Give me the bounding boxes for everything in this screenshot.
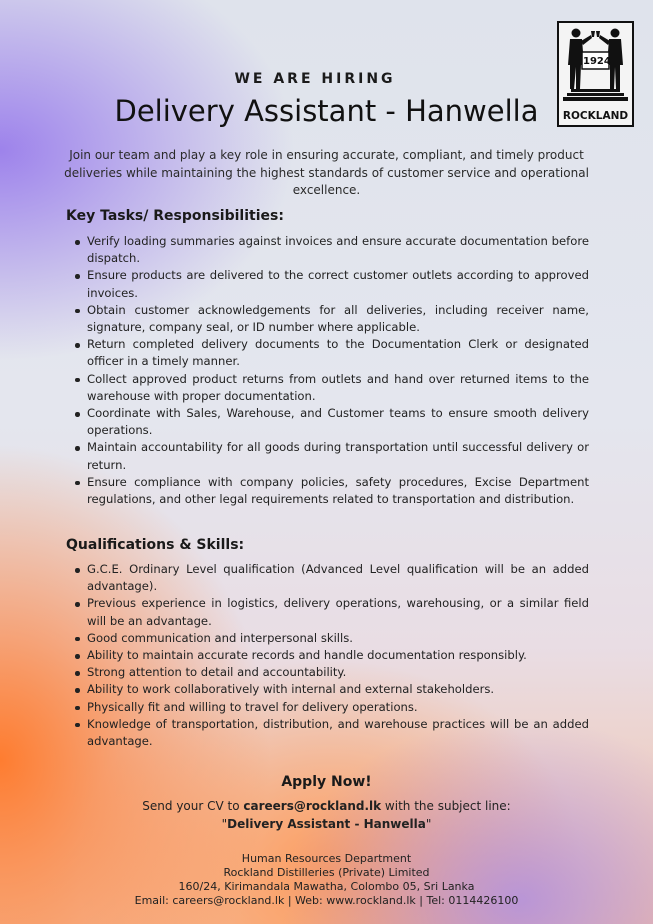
list-item: Ensure compliance with company policies, safety procedures, Excise Department regulations, and other legal requirements related to transportation and distribution. (66, 474, 589, 508)
qualifications-list (66, 561, 589, 750)
responsibilities-list (66, 233, 589, 508)
apply-email[interactable]: careers@rockland.lk (243, 799, 382, 813)
list-item: Collect approved product returns from outlets and hand over returned items to the warehouse with proper documentation. (66, 371, 589, 405)
subject-line (0, 815, 653, 833)
list-item: Strong attention to detail and accountability. (66, 664, 589, 681)
list-item: Ability to work collaboratively with internal and external stakeholders. (66, 681, 589, 698)
footer-contact-line: Email: careers@rockland.lk | Web: www.rockland.lk | Tel: 0114426100 (134, 894, 519, 907)
list-item: Ability to maintain accurate records and handle documentation responsibly. (66, 647, 589, 664)
list-item: Return completed delivery documents to the Documentation Clerk or designated officer in a timely manner. (66, 336, 589, 370)
apply-instructions (0, 797, 653, 833)
send-suffix: with the subject line: (381, 799, 511, 813)
list-item: Knowledge of transportation, distribution, and warehouse practices will be an added advantage. (66, 716, 589, 750)
hiring-kicker: WE ARE HIRING (234, 71, 396, 87)
subject-open-quote: " (221, 817, 228, 831)
list-item: Good communication and interpersonal skills. (66, 630, 589, 647)
footer-company: Rockland Distilleries (Private) Limited (223, 866, 430, 879)
qualifications-heading: Qualifications & Skills: (66, 537, 245, 553)
list-item: Physically fit and willing to travel for delivery operations. (66, 699, 589, 716)
list-item: Previous experience in logistics, delivery operations, warehousing, or a similar field will be an advantage. (66, 595, 589, 629)
list-item: Ensure products are delivered to the correct customer outlets according to approved invoices. (66, 267, 589, 301)
list-item: Verify loading summaries against invoices and ensure accurate documentation before dispatch. (66, 233, 589, 267)
responsibilities-heading: Key Tasks/ Responsibilities: (66, 208, 284, 224)
list-item: G.C.E. Ordinary Level qualification (Advanced Level qualification will be an added advantage). (66, 561, 589, 595)
apply-heading: Apply Now! (281, 774, 372, 790)
list-item: Obtain customer acknowledgements for all deliveries, including receiver name, signature, company seal, or ID number where applicable. (66, 302, 589, 336)
subject-close-quote: " (425, 817, 432, 831)
job-title: Delivery Assistant - Hanwella (114, 94, 539, 128)
footer-address: 160/24, Kirimandala Mawatha, Colombo 05, Sri Lanka (178, 880, 475, 893)
footer-contact (0, 852, 653, 908)
list-item: Coordinate with Sales, Warehouse, and Customer teams to ensure smooth delivery operations. (66, 405, 589, 439)
logo-name: ROCKLAND (562, 110, 629, 122)
send-line (0, 797, 653, 815)
list-item: Maintain accountability for all goods during transportation until successful delivery or return. (66, 439, 589, 473)
subject-text: Delivery Assistant - Hanwella (227, 817, 426, 831)
intro-paragraph: Join our team and play a key role in ensuring accurate, compliant, and timely product deliveries while maintaining the highest standards of customer service and operational excellence. (64, 148, 589, 197)
send-prefix: Send your CV to (142, 799, 244, 813)
footer-department: Human Resources Department (241, 852, 412, 865)
logo-year: 1924 (583, 56, 611, 67)
